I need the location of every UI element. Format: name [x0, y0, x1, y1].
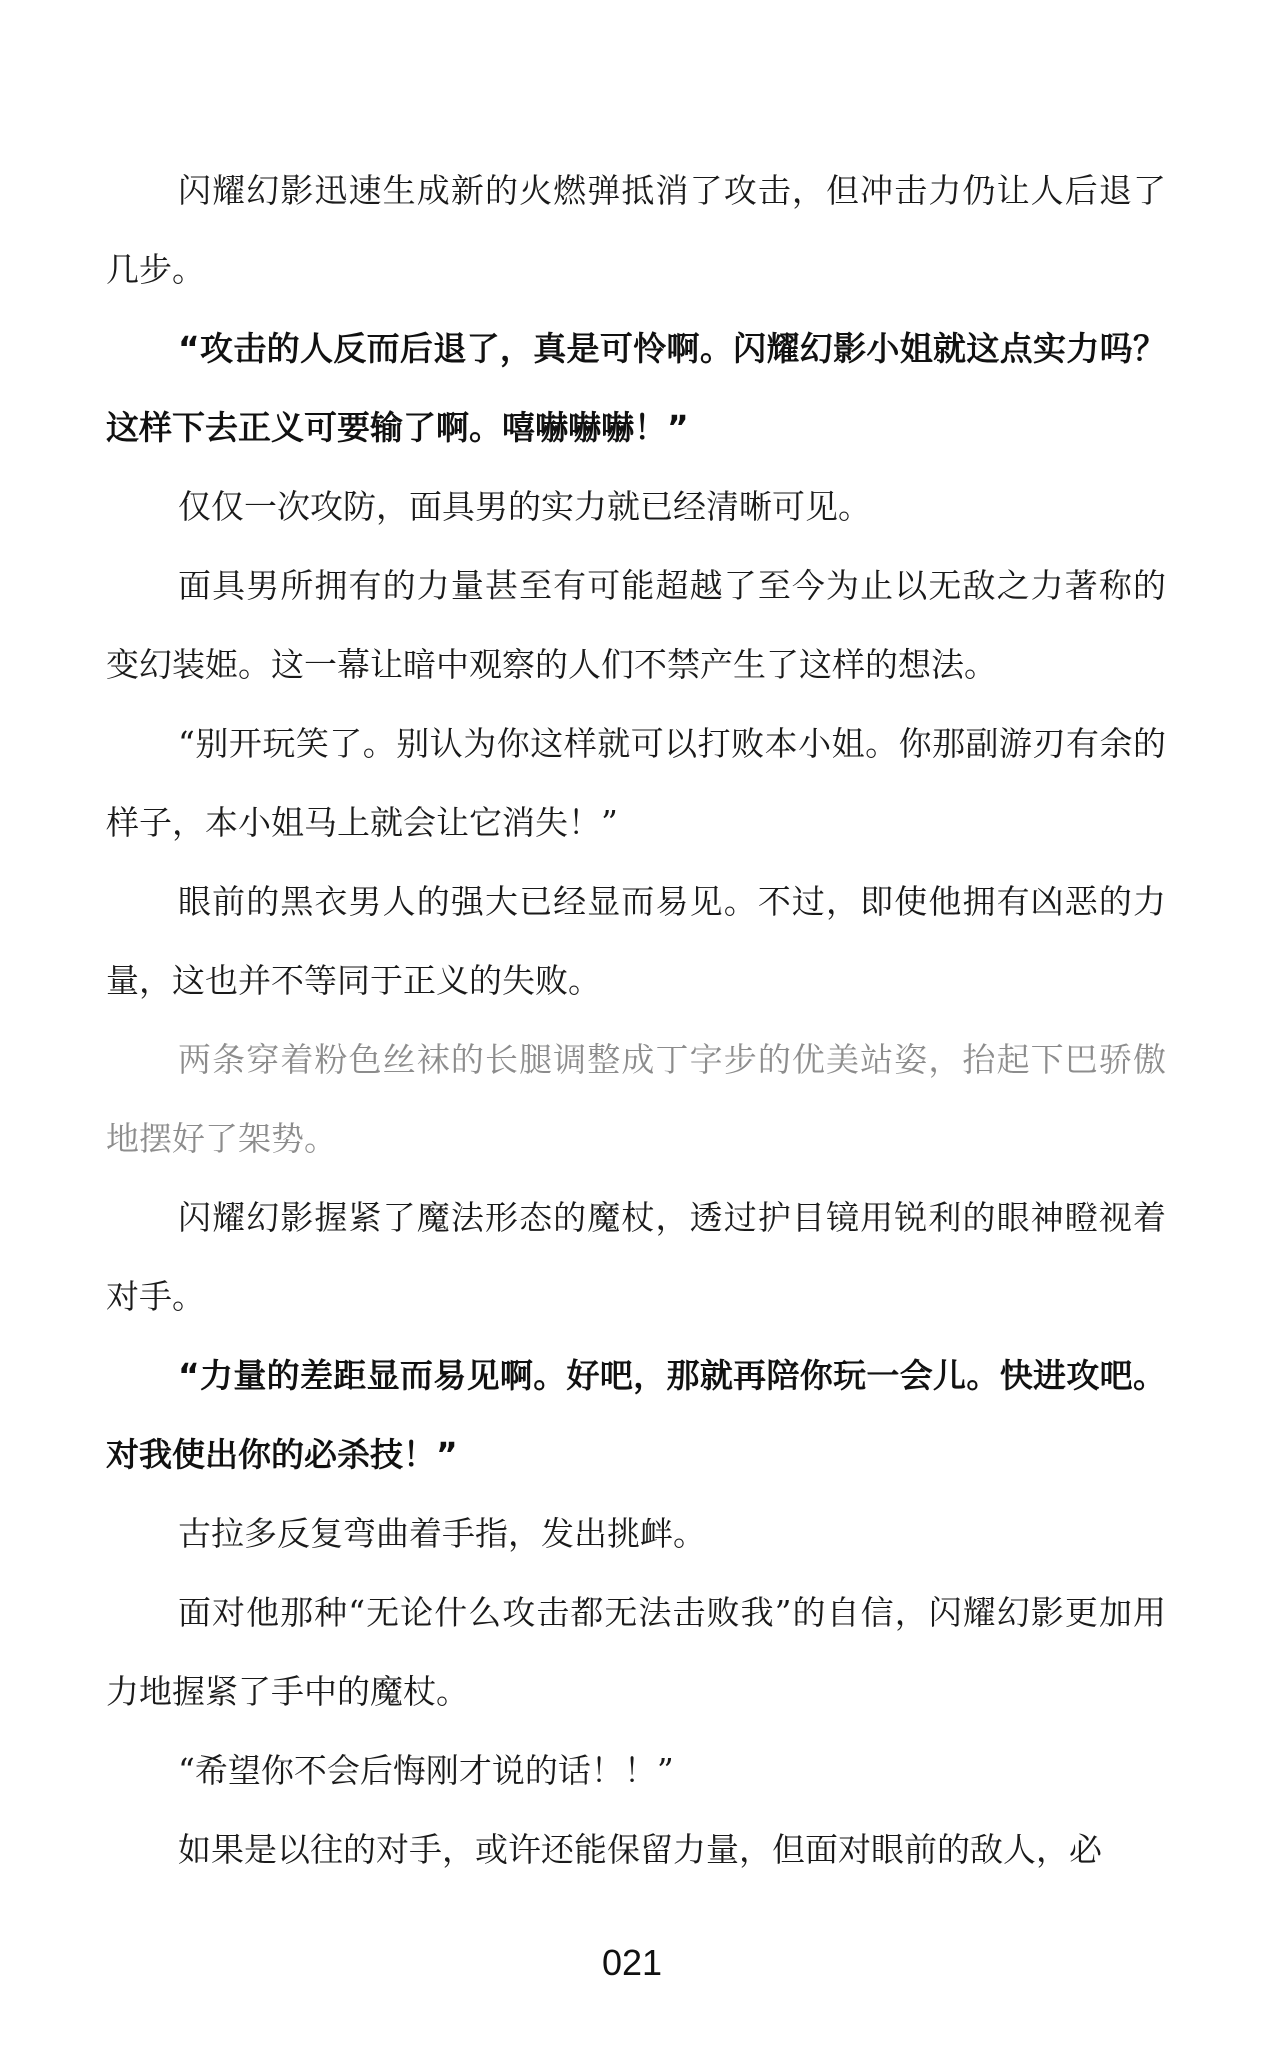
page-number: 021: [601, 1942, 663, 1983]
paragraph-12-dialogue: “希望你不会后悔刚才说的话！！”: [178, 1751, 674, 1790]
paragraph-10: 古拉多反复弯曲着手指，发出挑衅。: [178, 1514, 706, 1553]
page-body: [106, 0, 1166, 1889]
paragraph-3: 仅仅一次攻防，面具男的实力就已经清晰可见。: [178, 487, 871, 526]
paragraph-11: 面对他那种“无论什么攻击都无法击败我”的自信，闪耀幻影更加用力地握紧了手中的魔杖。: [106, 1593, 1166, 1711]
paragraph-4: 面具男所拥有的力量甚至有可能超越了至今为止以无敌之力著称的变幻装姫。这一幕让暗中观察的人们不禁产生了这样的想法。: [106, 566, 1166, 684]
paragraph-5-dialogue: “别开玩笑了。别认为你这样就可以打败本小姐。你那副游刃有余的样子，本小姐马上就会让它消失！”: [106, 724, 1166, 842]
paragraph-1: 闪耀幻影迅速生成新的火燃弹抵消了攻击，但冲击力仍让人后退了几步。: [106, 171, 1166, 289]
paragraph-7: 两条穿着粉色丝袜的长腿调整成丁字步的优美站姿，抬起下巴骄傲地摆好了架势。: [106, 1040, 1166, 1158]
paragraph-13: 如果是以往的对手，或许还能保留力量，但面对眼前的敌人，必: [178, 1830, 1102, 1869]
paragraph-8: 闪耀幻影握紧了魔法形态的魔杖，透过护目镜用锐利的眼神瞪视着对手。: [106, 1198, 1166, 1316]
paragraph-2-dialogue: “攻击的人反而后退了，真是可怜啊。闪耀幻影小姐就这点实力吗？这样下去正义可要输了啊。嘻嚇嚇嚇！”: [106, 329, 1166, 447]
paragraph-9-dialogue: “力量的差距显而易见啊。好吧，那就再陪你玩一会儿。快进攻吧。对我使出你的必杀技！”: [106, 1356, 1166, 1474]
paragraph-6: 眼前的黑衣男人的强大已经显而易见。不过，即使他拥有凶恶的力量，这也并不等同于正义的失败。: [106, 882, 1166, 1000]
